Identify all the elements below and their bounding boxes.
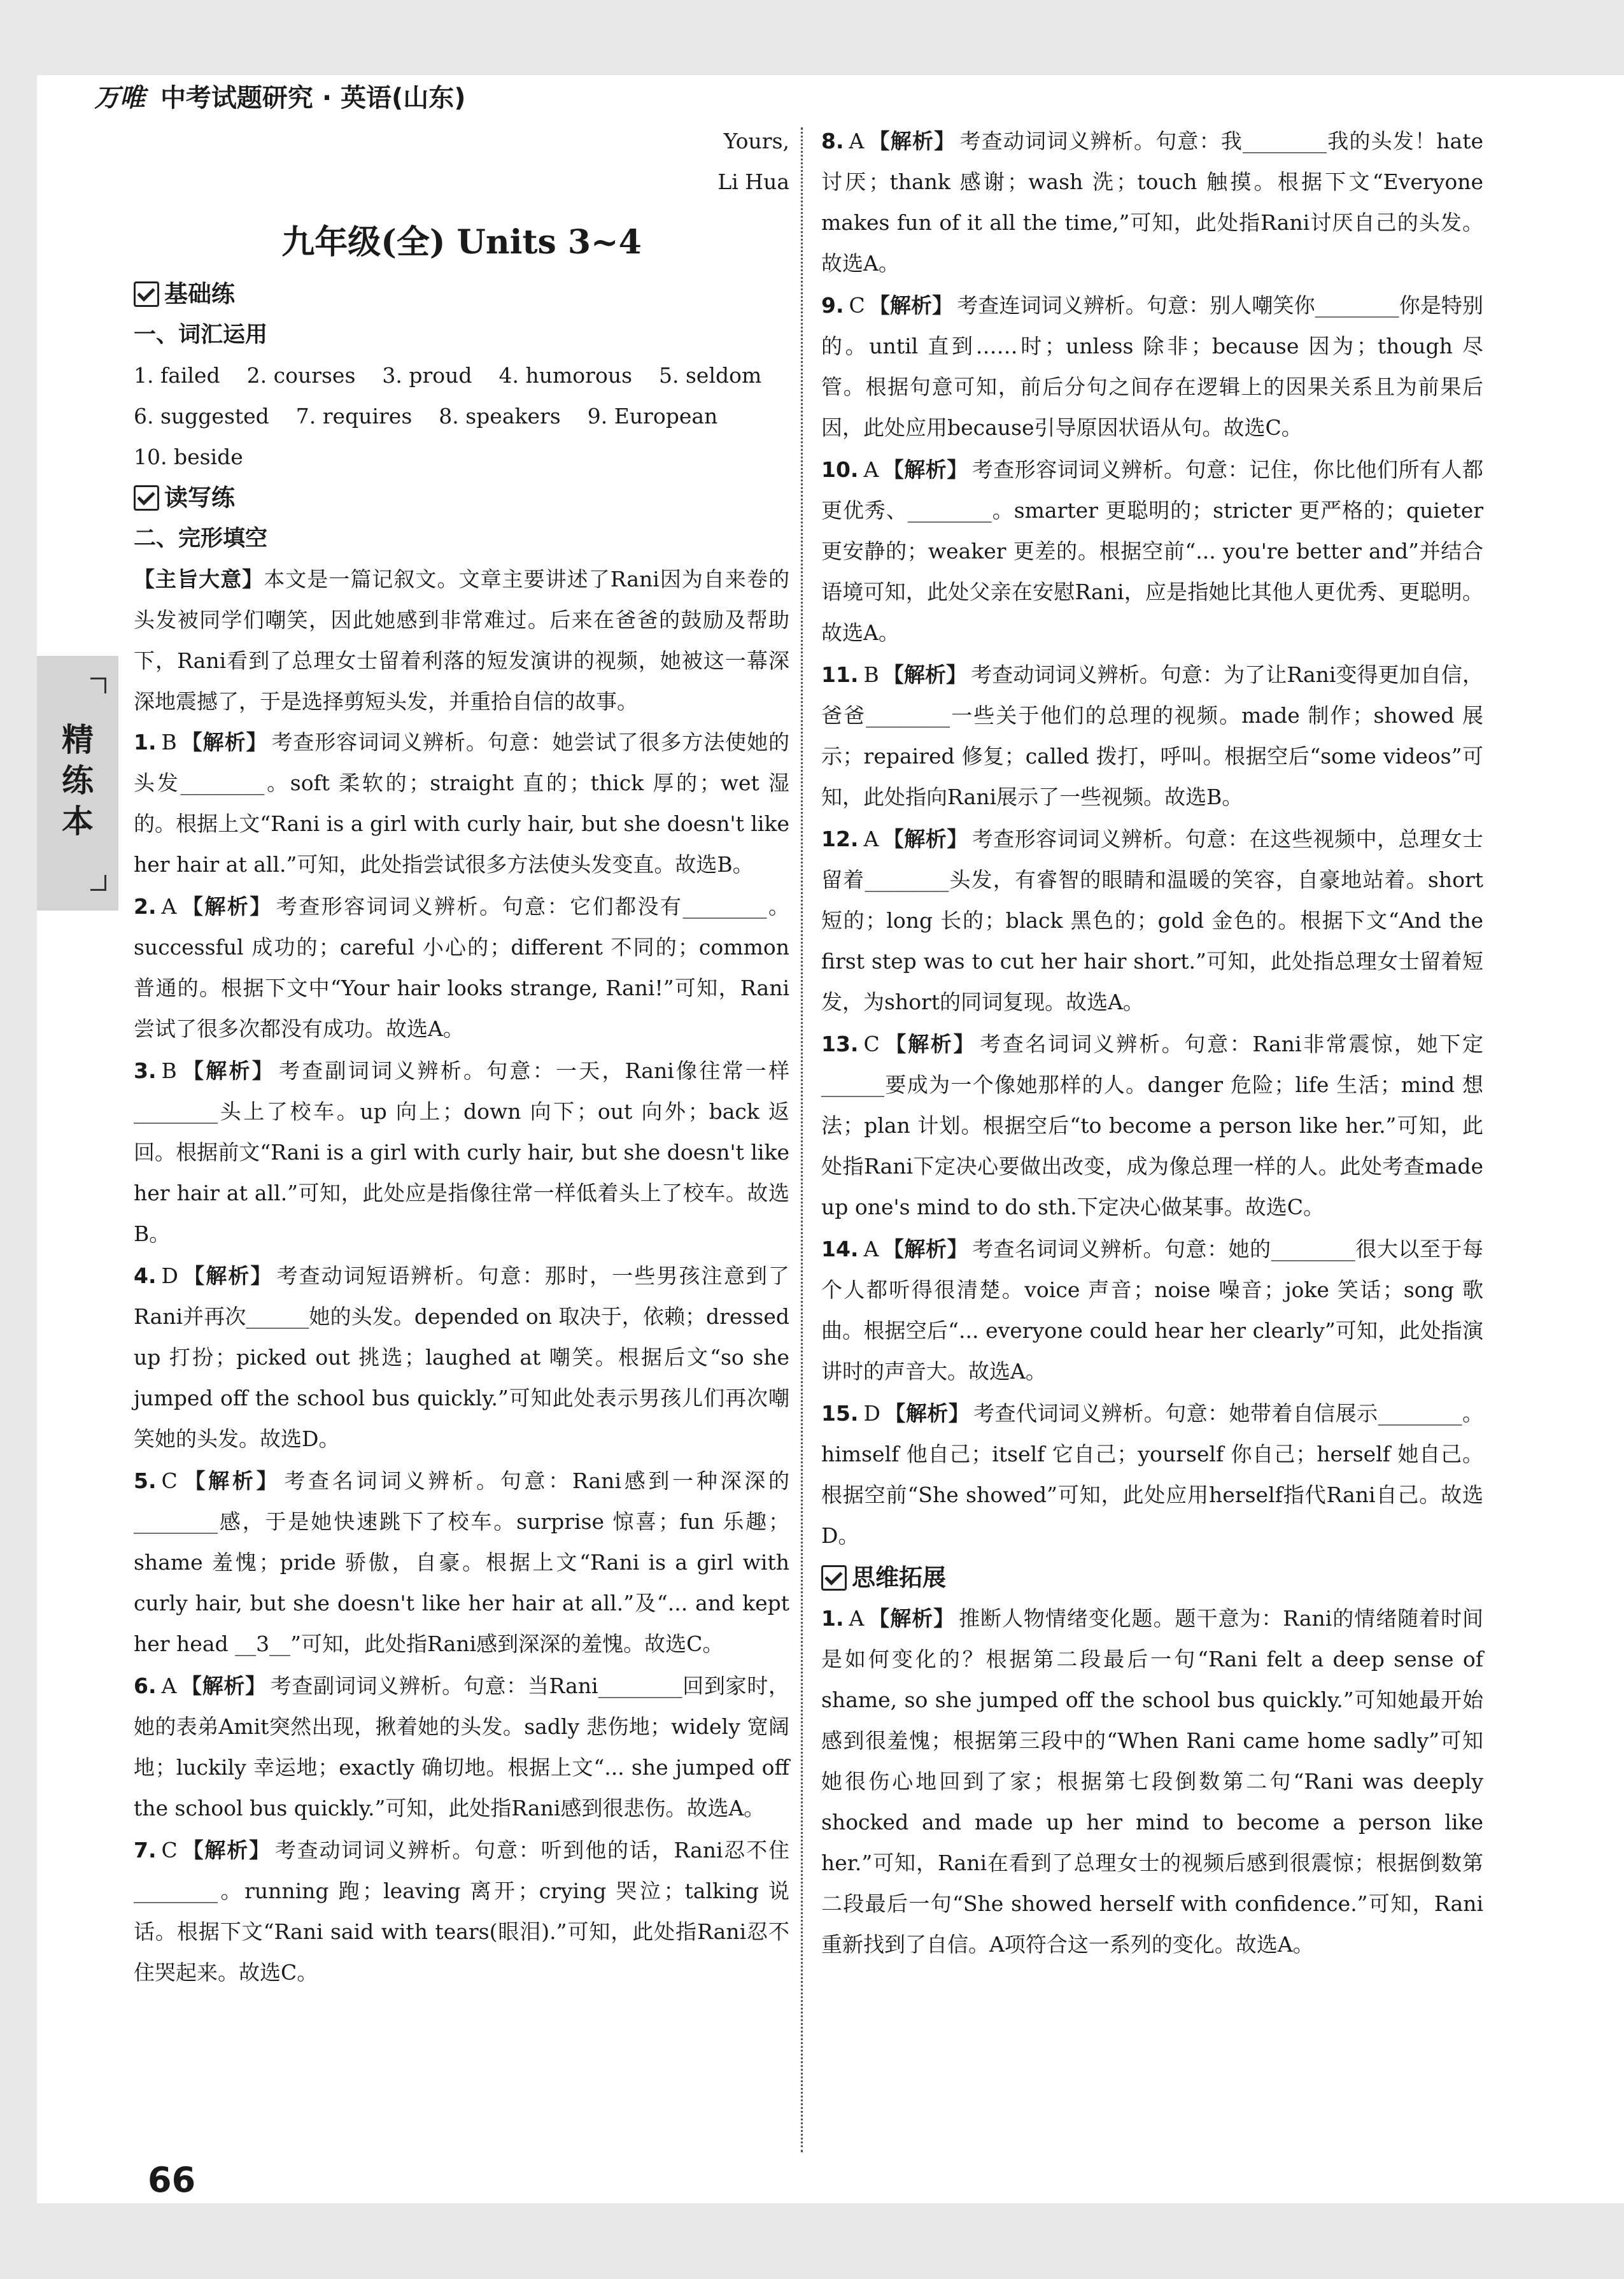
vocab-item: 10. beside — [134, 444, 243, 469]
section-rw-title: 读写练 — [164, 484, 235, 511]
question-number: 6. — [134, 1673, 157, 1698]
question-explanation: 考查名词词义辨析。句意：Rani感到一种深深的________感，于是她快速跳下了校车。surprise 惊喜；fun 乐趣；shame 羞愧；pride 骄傲，自豪。根据上文“Rani is a girl with curly hair, but she doesn't like her hair at all.”及“... and kept her head __3__”可知，此处指Rani感到深深的羞愧。故选C。 — [134, 1468, 789, 1656]
checkbox-icon — [821, 1565, 847, 1591]
question-item — [134, 1051, 789, 1254]
question-item — [134, 1666, 789, 1829]
question-item — [821, 819, 1483, 1023]
question-item — [821, 285, 1483, 448]
question-answer: C — [863, 1032, 880, 1056]
main-idea — [134, 559, 789, 722]
question-number: 7. — [134, 1838, 157, 1863]
question-explanation: 考查动词词义辨析。句意：我________我的头发！hate 讨厌；thank 感谢；wash 洗；touch 触摸。根据下文“Everyone makes fun of it all the time,”可知，此处指Rani讨厌自己的头发。故选A。 — [821, 129, 1484, 276]
question-item — [821, 1393, 1483, 1556]
analysis-tag: 【解析】 — [181, 1263, 273, 1288]
question-item — [134, 722, 789, 885]
question-number: 3. — [134, 1058, 157, 1083]
analysis-tag: 【解析】 — [882, 1237, 969, 1261]
question-number: 10. — [821, 457, 859, 482]
vocab-subheading: 一、词汇运用 — [134, 322, 268, 348]
vocab-item: 8. speakers — [439, 404, 561, 429]
question-answer: A — [161, 894, 177, 919]
question-item — [134, 886, 789, 1049]
question-explanation: 考查形容词词义辨析。句意：在这些视频中，总理女士留着________头发，有睿智的眼睛和温暖的笑容，自豪地站着。short 短的；long 长的；black 黑色的；gold 金色的。根据下文“And the first step was to cut her hair short.”可知，此处指总理女士留着短发，为short的同词复现。故选A。 — [821, 827, 1484, 1014]
question-answer: A — [161, 1673, 177, 1698]
vocab-item: 4. humorous — [498, 363, 633, 388]
question-explanation: 考查副词词义辨析。句意：当Rani________回到家时，她的表弟Amit突然出现，揪着她的头发。sadly 悲伤地；widely 宽阔地；luckily 幸运地；exactly 确切地。根据上文“... she jumped off the school bus quickly.”可知，此处指Rani感到很悲伤。故选A。 — [134, 1673, 789, 1821]
question-number: 14. — [821, 1237, 859, 1261]
letter-closing: Yours, — [723, 129, 789, 153]
cloze-subheading: 二、完形填空 — [134, 526, 268, 551]
analysis-tag: 【解析】 — [882, 457, 968, 482]
question-answer: A — [863, 827, 879, 851]
corner-mark-bottom — [90, 875, 106, 891]
question-item — [821, 1229, 1483, 1392]
vocab-answers — [134, 355, 789, 478]
question-number: 5. — [134, 1468, 157, 1493]
question-item — [134, 1461, 789, 1665]
question-answer: A — [863, 457, 879, 482]
question-item — [821, 1598, 1483, 1965]
question-number: 8. — [821, 129, 844, 153]
analysis-tag: 【解析】 — [180, 730, 268, 755]
section-basic-title: 基础练 — [164, 280, 235, 308]
corner-mark-top — [90, 678, 106, 693]
question-item — [821, 121, 1483, 284]
header-title: 中考试题研究 · 英语(山东) — [160, 83, 466, 113]
section-rw-heading — [134, 478, 789, 518]
checkbox-icon — [134, 281, 159, 307]
question-answer: D — [161, 1263, 178, 1288]
question-explanation: 考查代词词义辨析。句意：她带着自信展示________。himself 他自己；itself 它自己；yourself 你自己；herself 她自己。根据空前“She showed”可知，此处应用herself指代Rani自己。故选D。 — [821, 1401, 1484, 1548]
analysis-tag: 【解析】 — [868, 293, 954, 318]
question-item — [821, 655, 1483, 818]
question-explanation: 考查动词词义辨析。句意：为了让Rani变得更加自信，爸爸________一些关于他们的总理的视频。made 制作；showed 展示；repaired 修复；called 拨打，呼叫。根据空后“some videos”可知，此处指向Rani展示了一些视频。故选B。 — [821, 662, 1483, 809]
main-idea-text: 本文是一篇记叙文。文章主要讲述了Rani因为自来卷的头发被同学们嘲笑，因此她感到非常难过。后来在爸爸的鼓励及帮助下，Rani看到了总理女士留着利落的短发演讲的视频，她被这一幕深深地震撼了，于是选择剪短头发，并重拾自信的故事。 — [134, 567, 790, 714]
analysis-tag: 【解析】 — [180, 1673, 267, 1698]
vocab-item: 9. European — [587, 404, 718, 429]
brand-logo: 万唯 — [94, 83, 145, 113]
question-number: 13. — [821, 1032, 859, 1056]
question-answer: C — [161, 1838, 178, 1863]
vocab-item: 2. courses — [246, 363, 356, 388]
question-answer: A — [849, 1606, 865, 1631]
analysis-tag: 【解析】 — [882, 827, 968, 851]
right-column — [821, 121, 1483, 1966]
analysis-tag: 【解析】 — [883, 1032, 977, 1056]
question-explanation: 推断人物情绪变化题。题干意为：Rani的情绪随着时间是如何变化的？根据第二段最后一句“Rani felt a deep sense of shame, so she jumped off the school bus quickly.”可知她最开始感到很羞愧；根据第三段中的“When Rani came home sadly”可知她很伤心地回到了家；根据第七段倒数第二句“Rani was deeply shocked and made up her mind to become a person like her.”可知，Rani在看到了总理女士的视频后感到很震惊；根据倒数第二段最后一句“She showed herself with confidence.”可知，Rani重新找到了自信。A项符合这一系列的变化。故选A。 — [821, 1606, 1483, 1957]
question-number: 15. — [821, 1401, 859, 1426]
question-explanation: 考查副词词义辨析。句意：一天，Rani像往常一样________头上了校车。up 向上；down 向下；out 向外；back 返回。根据前文“Rani is a girl with curly hair, but she doesn't like her hair at all.”可知，此处应是指像往常一样低着头上了校车。故选B。 — [134, 1058, 789, 1246]
question-answer: B — [161, 1058, 177, 1083]
analysis-tag: 【解析】 — [180, 894, 272, 919]
analysis-tag: 【解析】 — [884, 1401, 970, 1426]
page-number: 66 — [148, 2160, 196, 2200]
page-header — [94, 78, 466, 114]
analysis-tag: 【解析】 — [180, 1058, 275, 1083]
section-think-title: 思维拓展 — [852, 1564, 946, 1591]
question-explanation: 考查动词短语辨析。句意：那时，一些男孩注意到了Rani并再次______她的头发。depended on 取决于，依赖；dressed up 打扮；picked out 挑选；laughed at 嘲笑。根据后文“so she jumped off the school bus quickly.”可知此处表示男孩儿们再次嘲笑她的头发。故选D。 — [134, 1263, 790, 1451]
question-number: 11. — [821, 662, 859, 687]
question-answer: C — [161, 1468, 178, 1493]
question-explanation: 考查连词词义辨析。句意：别人嘲笑你________你是特别的。until 直到……时；unless 除非；because 因为；though 尽管。根据句意可知，前后分句之间存在逻辑上的因果关系且为前果后因，此处应用because引导原因状语从句。故选C。 — [821, 293, 1484, 440]
question-answer: B — [863, 662, 879, 687]
question-answer: C — [849, 293, 865, 318]
question-explanation: 考查形容词词义辨析。句意：它们都没有________。successful 成功的；careful 小心的；different 不同的；common 普通的。根据下文中“Your hair looks strange, Rani!”可知，Rani尝试了很多次都没有成功。故选A。 — [134, 894, 790, 1041]
question-number: 2. — [134, 894, 157, 919]
left-questions — [134, 722, 789, 1993]
vocab-item: 1. failed — [134, 363, 220, 388]
question-explanation: 考查形容词词义辨析。句意：她尝试了很多方法使她的头发________。soft 柔软的；straight 直的；thick 厚的；wet 湿的。根据上文“Rani is a girl with curly hair, but she doesn't like her hair at all.”可知，此处指尝试很多方法使头发变直。故选B。 — [134, 730, 790, 877]
vocab-item: 6. suggested — [134, 404, 269, 429]
side-tab-label: 精 练 本 — [62, 721, 94, 840]
question-explanation: 考查动词词义辨析。句意：听到他的话，Rani忍不住________。running 跑；leaving 离开；crying 哭泣；talking 说话。根据下文“Rani said with tears(眼泪).”可知，此处指Rani忍不住哭起来。故选C。 — [134, 1838, 790, 1985]
question-item — [821, 450, 1483, 653]
checkbox-icon — [134, 485, 159, 511]
unit-title: 九年级(全) Units 3~4 — [281, 223, 642, 262]
left-column — [134, 121, 789, 1994]
question-number: 12. — [821, 827, 859, 851]
question-explanation: 考查名词词义辨析。句意：她的________很大以至于每个人都听得很清楚。voice 声音；noise 噪音；joke 笑话；song 歌曲。根据空后“... everyone could hear her clearly”可知，此处指演讲时的声音大。故选A。 — [821, 1237, 1484, 1384]
question-number: 4. — [134, 1263, 157, 1288]
side-tab — [37, 656, 118, 911]
question-explanation: 考查名词词义辨析。句意：Rani非常震惊，她下定______要成为一个像她那样的人。danger 危险；life 生活；mind 想法；plan 计划。根据空后“to become a person like her.”可知，此处指Rani下定决心要做出改变，成为像总理一样的人。此处考查made up one's mind to do sth.下定决心做某事。故选C。 — [821, 1032, 1483, 1219]
main-idea-tag: 【主旨大意】 — [134, 567, 264, 592]
analysis-tag: 【解析】 — [181, 1838, 271, 1863]
question-answer: B — [161, 730, 177, 755]
question-explanation: 考查形容词词义辨析。句意：记住，你比他们所有人都更优秀、________。smarter 更聪明的；stricter 更严格的；quieter 更安静的；weaker 更差的。根据空前“... you're better and”并结合语境可知，此处父亲在安慰Rani，应是指她比其他人更优秀、更聪明。故选A。 — [821, 457, 1484, 645]
analysis-tag: 【解析】 — [868, 1606, 956, 1631]
question-number: 1. — [134, 730, 157, 755]
section-basic-heading — [134, 274, 789, 315]
column-divider — [801, 127, 803, 2152]
analysis-tag: 【解析】 — [181, 1468, 281, 1493]
question-number: 1. — [821, 1606, 844, 1631]
vocab-item: 3. proud — [382, 363, 472, 388]
vocab-item: 7. requires — [295, 404, 413, 429]
vocab-item: 5. seldom — [659, 363, 762, 388]
analysis-tag: 【解析】 — [868, 129, 956, 153]
question-item — [134, 1256, 789, 1459]
letter-signature: Li Hua — [717, 169, 789, 194]
section-think-heading — [821, 1558, 1483, 1598]
analysis-tag: 【解析】 — [882, 662, 968, 687]
question-number: 9. — [821, 293, 844, 318]
question-item — [821, 1024, 1483, 1228]
question-answer: A — [863, 1237, 879, 1261]
question-item — [134, 1830, 789, 1993]
question-answer: A — [849, 129, 865, 153]
question-answer: D — [863, 1401, 880, 1426]
